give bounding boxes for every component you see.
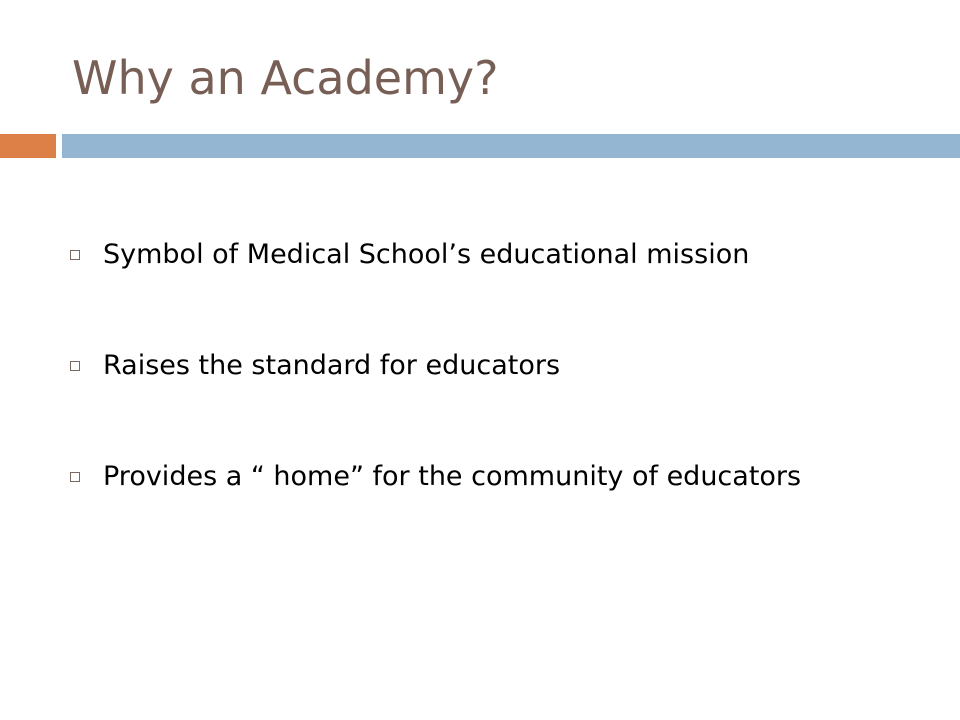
bullet-item <box>70 346 560 386</box>
square-bullet-icon <box>70 472 80 482</box>
title-accent-bar-blue <box>62 134 960 158</box>
bullet-text: Raises the standard for educators <box>103 350 561 381</box>
square-bullet-icon <box>70 361 80 371</box>
bullet-item <box>70 457 801 497</box>
bullet-text: Provides a “ home” for the community of educators <box>103 461 802 492</box>
bullet-text: Symbol of Medical School’s educational mission <box>103 239 750 270</box>
title-accent-bar-orange <box>0 134 56 158</box>
bullet-item <box>70 235 749 275</box>
square-bullet-icon <box>70 250 80 260</box>
slide-title: Why an Academy? <box>72 51 499 105</box>
